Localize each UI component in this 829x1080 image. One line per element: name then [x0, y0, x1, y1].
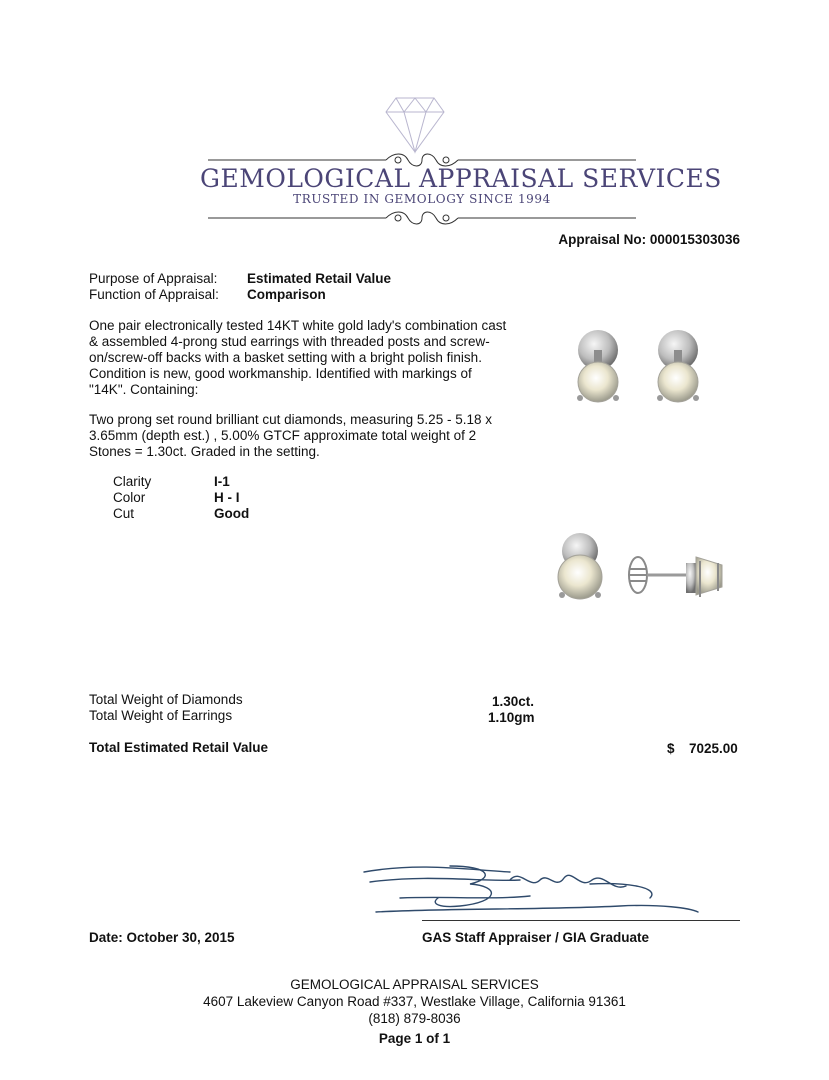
appraiser-signature	[360, 860, 740, 924]
footer-phone: (818) 879-8036	[368, 1011, 461, 1026]
color-value: H - I	[214, 490, 240, 505]
total-earring-weight-value: 1.10gm	[488, 710, 535, 725]
diamond-logo-icon	[384, 94, 446, 156]
appraisal-date: Date: October 30, 2015	[89, 930, 235, 945]
appraiser-title: GAS Staff Appraiser / GIA Graduate	[422, 930, 650, 945]
total-retail-value: 7025.00	[689, 741, 738, 756]
cut-label: Cut	[113, 506, 135, 521]
earrings-front-photo	[560, 320, 720, 410]
total-diamond-weight-label: Total Weight of Diamonds	[89, 692, 243, 707]
function-label: Function of Appraisal:	[89, 287, 219, 302]
currency-symbol: $	[667, 741, 675, 756]
stone-description: Two prong set round brilliant cut diamonds, measuring 5.25 - 5.18 x 3.65mm (depth est.) , 5.00% GTCF approximate total weight of 2 Stones = 1.30ct. Graded in the setting.	[89, 412, 492, 459]
footer-address: 4607 Lakeview Canyon Road #337, Westlake Village, California 91361	[203, 994, 626, 1009]
total-earring-weight-label: Total Weight of Earrings	[89, 708, 233, 723]
ornament-rule-bottom	[208, 206, 636, 230]
company-tagline: TRUSTED IN GEMOLOGY SINCE 1994	[293, 192, 551, 206]
earrings-side-photo	[550, 525, 740, 615]
function-value: Comparison	[247, 287, 326, 302]
color-label: Color	[113, 490, 146, 505]
page-number: Page 1 of 1	[378, 1031, 451, 1046]
total-retail-label: Total Estimated Retail Value	[89, 740, 269, 755]
purpose-label: Purpose of Appraisal:	[89, 271, 218, 286]
footer-company: GEMOLOGICAL APPRAISAL SERVICES	[290, 977, 539, 992]
clarity-value: I-1	[214, 474, 230, 489]
clarity-label: Clarity	[113, 474, 152, 489]
purpose-value: Estimated Retail Value	[247, 271, 392, 286]
appraisal-number: Appraisal No: 000015303036	[558, 232, 740, 247]
signature-line	[422, 920, 740, 921]
footer	[0, 976, 829, 1047]
total-diamond-weight-value: 1.30ct.	[492, 694, 535, 709]
company-logo-title: GEMOLOGICAL APPRAISAL SERVICES	[200, 164, 722, 193]
cut-value: Good	[214, 506, 250, 521]
item-description: One pair electronically tested 14KT white gold lady's combination cast & assembled 4-prong stud earrings with threaded posts and screw-on/screw-off backs with a basket setting with a bright polish finish. Condition is new, good workmanship. Identified with markings of "14K". Containing:	[89, 318, 507, 397]
